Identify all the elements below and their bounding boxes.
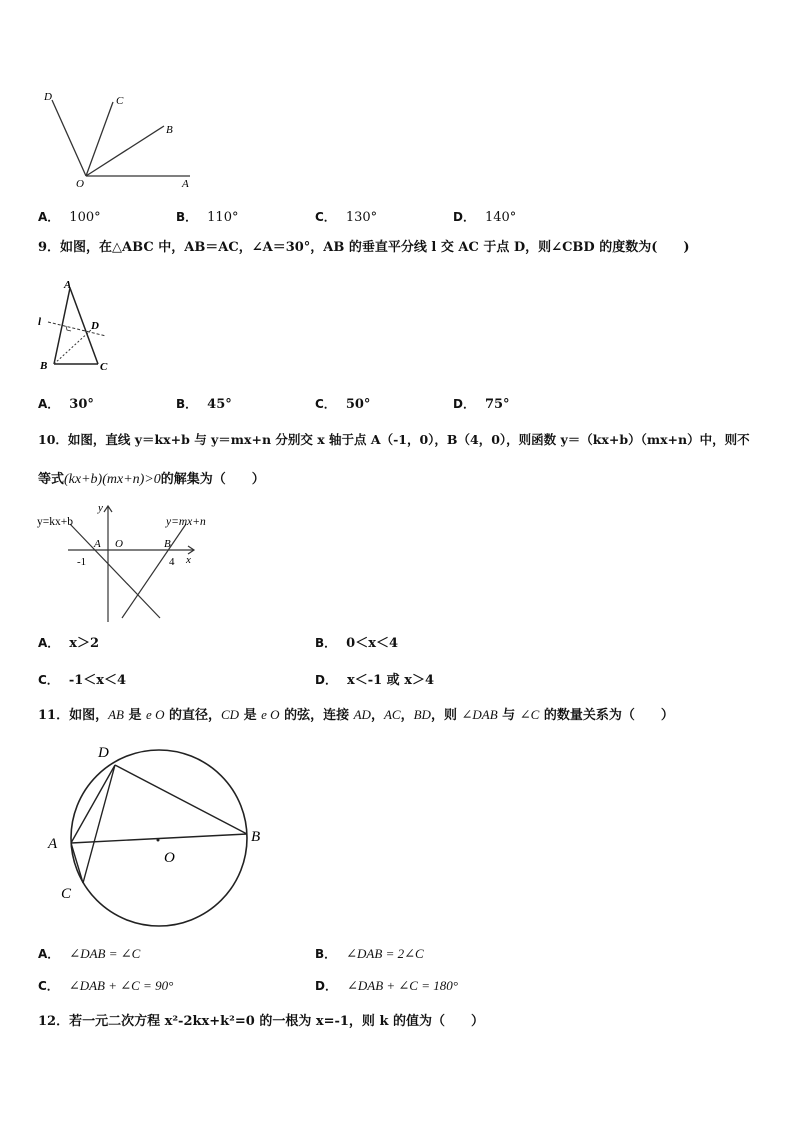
q9-label-l: l (38, 316, 42, 328)
q9-label-d: D (91, 320, 99, 332)
q8-label-o: O (76, 178, 84, 190)
q10-origin-o: O (115, 538, 123, 550)
q8-option-d[interactable]: D． 140° (453, 210, 517, 225)
q10-option-d[interactable]: D． x＜-1 或 x＞4 (315, 673, 435, 688)
q10-point-a: A (94, 538, 101, 550)
q10-stem-suffix: 的解集为（ ） (160, 472, 265, 487)
q10-point-b: B (164, 538, 171, 550)
q9-stem: 9．如图，在△ABC 中，AB＝AC，∠A＝30°，AB 的垂直平分线 l 交 AC 于点 D，则∠CBD 的度数为( ) (38, 240, 690, 255)
q8-label-d: D (44, 91, 52, 103)
q8-label-c: C (116, 95, 124, 107)
q10-stem-line1: 10．如图，直线 y＝kx+b 与 y＝mx+n 分别交 x 轴于点 A（-1，0），B（4，0），则函数 y＝（kx+b）（mx+n）中，则不 (38, 432, 750, 447)
q10-y-axis-label: y (98, 502, 103, 514)
q11-label-c: C (61, 886, 72, 902)
q10-option-c[interactable]: C． -1＜x＜4 (38, 673, 127, 688)
q9-option-c[interactable]: C． 50° (315, 397, 371, 412)
q11-stem: 11．如图，AB 是 e O 的直径，CD 是 e O 的弦，连接 AD，AC，BD，则 ∠DAB 与 ∠C 的数量关系为（ ） (38, 707, 674, 723)
q10-line1-label: y=kx+b (37, 516, 73, 528)
q11-label-b: B (251, 829, 261, 845)
q11-option-a[interactable]: A． ∠DAB = ∠C (38, 946, 141, 961)
q10-option-a[interactable]: A． x＞2 (38, 636, 100, 651)
q8-option-a[interactable]: A． 100° (38, 210, 101, 225)
q11-option-d[interactable]: D． ∠DAB + ∠C = 180° (315, 978, 458, 993)
q10-graph-figure (36, 500, 226, 625)
q9-label-a: A (64, 279, 72, 291)
q11-option-c[interactable]: C． ∠DAB + ∠C = 90° (38, 978, 174, 993)
q10-x-axis-label: x (186, 554, 191, 566)
q9-option-b[interactable]: B． 45° (176, 397, 232, 412)
q10-stem-prefix: 等式 (38, 472, 65, 487)
q9-label-b: B (40, 360, 48, 372)
q10-tick-neg1: -1 (77, 556, 87, 568)
q9-option-a[interactable]: A． 30° (38, 397, 94, 412)
q11-label-d: D (98, 745, 109, 761)
q10-line2-label: y=mx+n (166, 516, 206, 528)
q9-option-d[interactable]: D． 75° (453, 397, 510, 412)
q10-inequality-formula: (kx+b)(mx+n)>0 (64, 472, 161, 487)
q11-label-o: O (164, 850, 175, 866)
q11-label-a: A (48, 836, 58, 852)
q8-angle-figure (38, 86, 198, 192)
q8-option-b[interactable]: B． 110° (176, 210, 239, 225)
q10-stem-line2 (38, 472, 265, 488)
q9-triangle-figure (36, 278, 126, 376)
q9-label-c: C (100, 361, 108, 373)
q11-circle-figure (40, 740, 270, 940)
q8-label-b: B (166, 124, 173, 136)
q11-option-b[interactable]: B． ∠DAB = 2∠C (315, 946, 424, 961)
q12-stem: 12．若一元二次方程 x²-2kx+k²=0 的一根为 x=-1，则 k 的值为（ ） (38, 1014, 484, 1029)
q10-tick-4: 4 (169, 556, 175, 568)
q8-option-c[interactable]: C． 130° (315, 210, 378, 225)
q10-option-b[interactable]: B． 0＜x＜4 (315, 636, 398, 651)
q8-label-a: A (182, 178, 189, 190)
